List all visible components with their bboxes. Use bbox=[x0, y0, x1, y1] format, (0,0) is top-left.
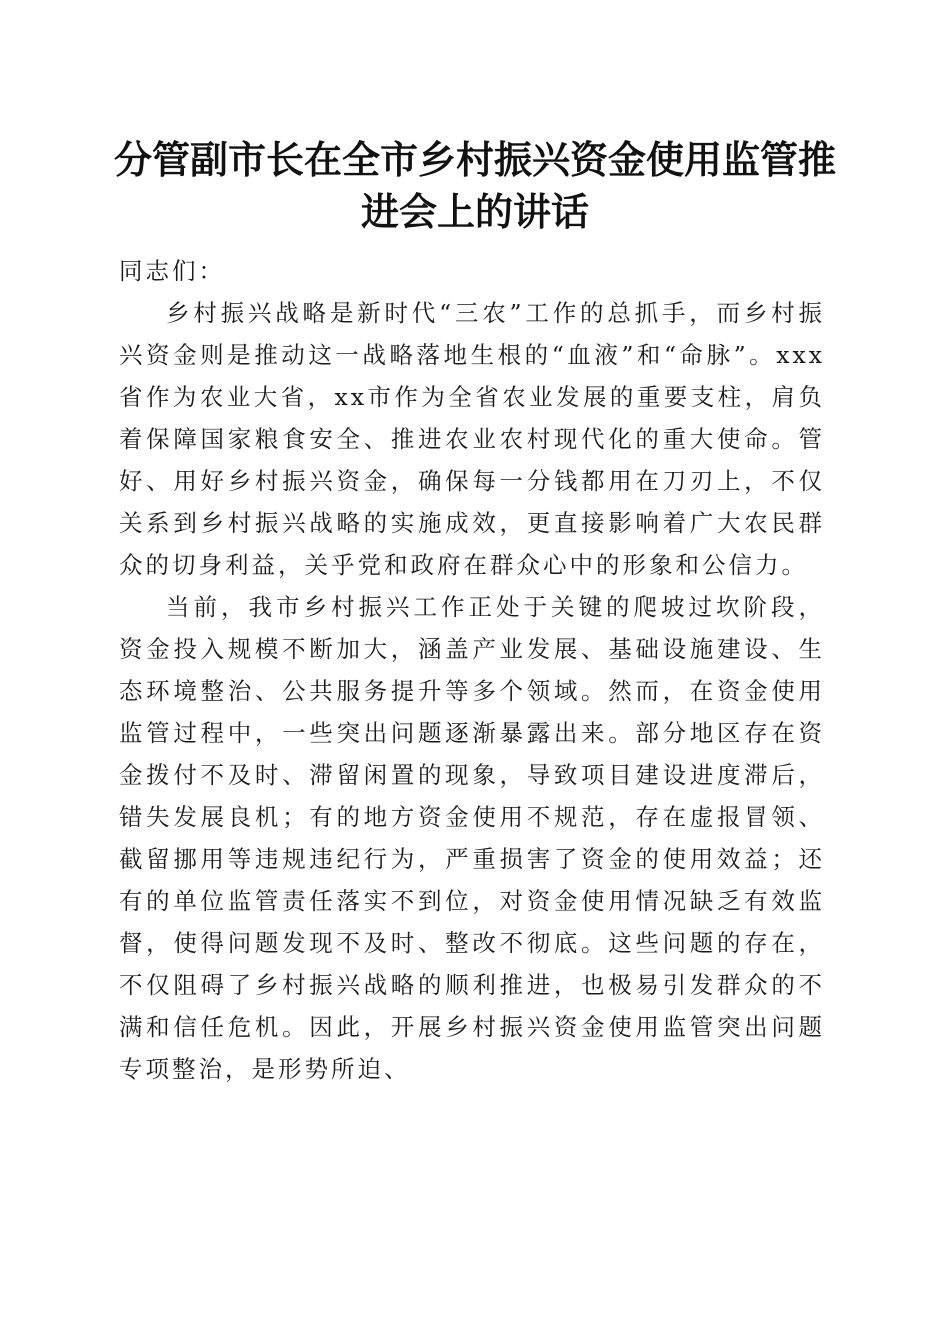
document-body bbox=[119, 250, 825, 1090]
paragraph-2: 当前，我市乡村振兴工作正处于关键的爬坡过坎阶段，资金投入规模不断加大，涵盖产业发展、基础设施建设、生态环境整治、公共服务提升等多个领域。然而，在资金使用监管过程中，一些突出问题逐渐暴露出来。部分地区存在资金拨付不及时、滞留闲置的现象，导致项目建设进度滞后，错失发展良机；有的地方资金使用不规范，存在虚报冒领、截留挪用等违规违纪行为，严重损害了资金的使用效益；还有的单位监管责任落实不到位，对资金使用情况缺乏有效监督，使得问题发现不及时、整改不彻底。这些问题的存在，不仅阻碍了乡村振兴战略的顺利推进，也极易引发群众的不满和信任危机。因此，开展乡村振兴资金使用监管突出问题专项整治，是形势所迫、 bbox=[119, 593, 825, 1083]
paragraph-1: 乡村振兴战略是新时代“三农”工作的总抓手，而乡村振兴资金则是推动这一战略落地生根的“血液”和“命脉”。xxx省作为农业大省，xx市作为全省农业发展的重要支柱，肩负着保障国家粮食安全、推进农业农村现代化的重大使命。管好、用好乡村振兴资金，确保每一分钱都用在刀刃上，不仅关系到乡村振兴战略的实施成效，更直接影响着广大农民群众的切身利益，关乎党和政府在群众心中的形象和公信力。 bbox=[119, 299, 825, 579]
salutation: 同志们： bbox=[119, 257, 225, 285]
document-title: 分管副市长在全市乡村振兴资金使用监管推进会上的讲话 bbox=[113, 137, 836, 234]
